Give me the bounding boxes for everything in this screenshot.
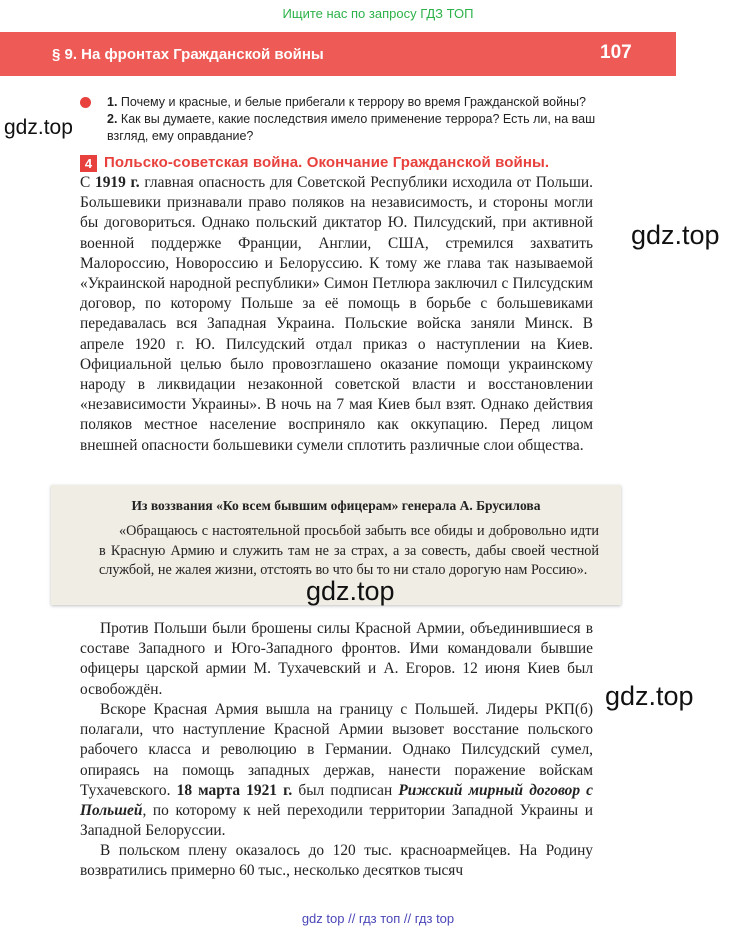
page-number: 107	[600, 42, 632, 63]
watermark: gdz.top	[4, 116, 73, 139]
paragraph-3-text-3: , по которому к ней переходили территории Западной Украины и Западной Белоруссии.	[80, 802, 593, 840]
question-2-text: Как вы думаете, какие последствия имело применение террора? Есть ли, на ваш взгляд, ему оправдание?	[107, 112, 596, 143]
watermark: gdz.top	[605, 681, 694, 711]
review-questions	[107, 94, 597, 145]
paragraph-1	[80, 173, 593, 456]
paragraph-1-year: 1919 г.	[95, 174, 140, 191]
watermark: gdz.top	[631, 220, 720, 250]
quote-title: Из воззвания «Ко всем бывшим офицерам» генерала А. Брусилова	[131, 498, 541, 513]
paragraph-4	[80, 841, 593, 881]
paragraph-3-treaty: Рижский мирный договор с Польшей	[80, 781, 593, 820]
paragraph-1-text: главная опасность для Советской Республики исходила от Польши. Большевики признавали право поляков на независимость, и стороны могли бы договориться. Однако польский диктатор Ю. Пилсудский, при активной военной поддержке Франции, Англии, США, стремился захватить Малороссию, Новороссию и Белоруссию. К тому же глава так называемой «Украинской народной республики» Симон Петлюра заключил с Пилсудским договор, по которому Польше за её помощь в борьбе с большевиками передавалась вся Западная Украина. Польские войска заняли Минск. В апреле 1920 г. Ю. Пилсудский отдал приказ о наступлении на Киев. Официальной целью было провозглашено оказание помощи украинскому народу в ликвидации незаконной советской власти и восстановлении «независимости Украины». В ночь на 7 мая Киев был взят. Однако действия поляков местное население восприняло как оккупацию. Перед лицом внешней опасности большевики сумели сплотить различные слои общества.	[80, 174, 593, 454]
watermark: gdz.top	[306, 576, 395, 606]
promo-links-bottom[interactable]: gdz top // гдз топ // гдз top	[301, 911, 455, 926]
chapter-title: § 9. На фронтах Гражданской войны	[52, 46, 324, 63]
question-1-text: Почему и красные, и белые прибегали к террору во время Гражданской войны?	[120, 95, 586, 109]
question-1-number: 1.	[107, 95, 118, 109]
paragraph-3-text-1: Вскоре Красная Армия вышла на границу с Польшей. Лидеры РКП(б) полагали, что наступление Красной Армии вызовет восстание польского рабочего класса и революцию в Германии. Однако Пилсудский сумел, опираясь на помощь западных держав, нанести поражение войскам Тухачевского.	[80, 701, 593, 799]
paragraph-2	[80, 619, 593, 700]
section-number-badge: 4	[80, 155, 97, 172]
paragraph-2-text: Против Польши были брошены силы Красной Армии, объединившиеся в составе Западного и Юго-Западного фронтов. Ими командовали бывшие офицеры царской армии М. Тухачевский и А. Егоров. 12 июня Киев был освобождён.	[80, 620, 593, 698]
paragraph-4-text: В польском плену оказалось до 120 тыс. красноармейцев. На Родину возвратились примерно 60 тыс., несколько десятков тысяч	[80, 842, 593, 880]
chapter-header-band	[0, 32, 676, 76]
quote-text: «Обращаюсь с настоятельной просьбой забыть все обиды и добровольно идти в Красную Армию и служить там не за страх, а за совесть, дабы своей честной службой, не жалея жизни, отстоять во что бы то ни стало дорогую нам Россию».	[99, 523, 599, 578]
questions-bullet-icon	[80, 97, 91, 108]
promo-banner-top[interactable]: Ищите нас по запросу ГДЗ ТОП	[282, 6, 474, 21]
section-title: Польско-советская война. Окончание Гражданской войны.	[104, 154, 550, 171]
question-2-number: 2.	[107, 112, 118, 126]
paragraph-1-lead: С	[80, 174, 96, 191]
paragraph-3-date: 18 марта 1921 г.	[176, 781, 293, 799]
paragraph-3-text-2: был подписан	[292, 781, 399, 799]
paragraph-3	[80, 700, 593, 841]
